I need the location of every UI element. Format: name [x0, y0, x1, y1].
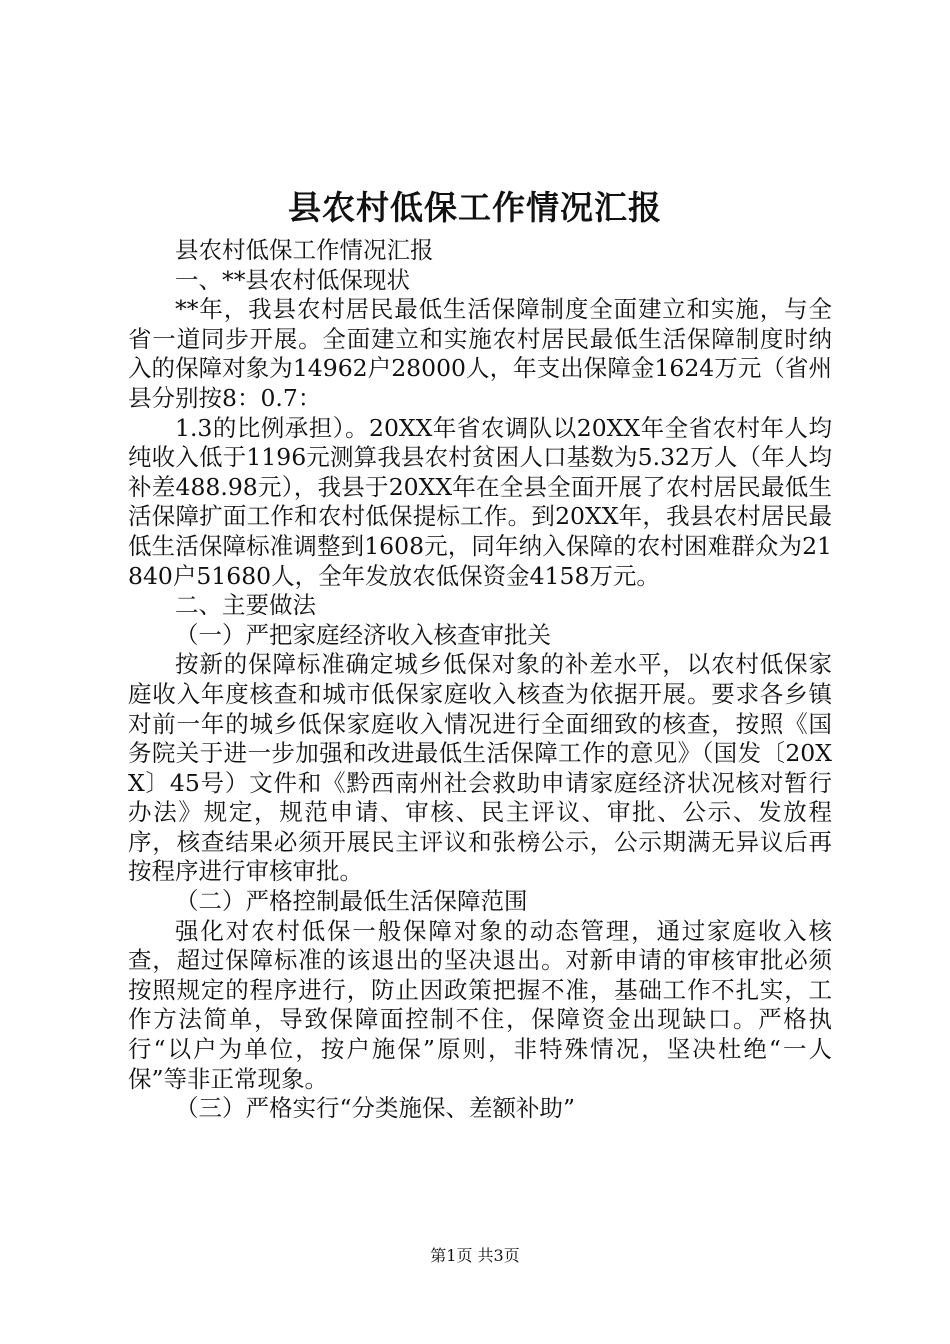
section-heading-2: 二、主要做法	[175, 591, 316, 620]
subsection-heading-3: （三）严格实行“分类施保、差额补助”	[175, 1094, 576, 1123]
paragraph-scope-control: 强化对农村低保一般保障对象的动态管理，通过家庭收入核查，超过保障标准的该退出的坚决退出。对新申请的审核审批必须按照规定的程序进行，防止因政策把握不准，基础工作不扎实，工作方法简单，导致保障面控制不住，保障资金出现缺口。严格执行“以户为单位，按户施保”原则，非特殊情况，坚决杜绝“一人保”等非正常现象。	[128, 916, 832, 1093]
section-heading-1: 一、**县农村低保现状	[175, 265, 410, 294]
subsection-heading-2: （二）严格控制最低生活保障范围	[175, 887, 528, 916]
paragraph-subtitle: 县农村低保工作情况汇报	[175, 236, 434, 264]
paragraph-status-continued: 1.3的比例承担）。20XX年省农调队以20XX年全省农村年人均纯收入低于1196元测算我县农村贫困人口基数为5.32万人（年人均补差488.98元），我县于20XX年在全县全面开展了农村居民最低生活保障扩面工作和农村低保提标工作。到20XX年，我县农村居民最低生活保障标准调整到1608元，同年纳入保障的农村困难群众为21840户51680人，全年发放农低保资金4158万元。	[128, 413, 832, 590]
page-number: 第1页 共3页	[430, 1246, 520, 1265]
paragraph-income-check: 按新的保障标准确定城乡低保对象的补差水平，以农村低保家庭收入年度核查和城市低保家庭收入核查为依据开展。要求各乡镇对前一年的城乡低保家庭收入情况进行全面细致的核查，按照《国务院关于进一步加强和改进最低生活保障工作的意见》（国发〔20XX〕45号）文件和《黔西南州社会救助申请家庭经济状况核对暂行办法》规定，规范申请、审核、民主评议、审批、公示、发放程序，核查结果必须开展民主评议和张榜公示，公示期满无异议后再按程序进行审核审批。	[128, 650, 832, 886]
document-body	[128, 236, 832, 1124]
paragraph-status: **年，我县农村居民最低生活保障制度全面建立和实施，与全省一道同步开展。全面建立和实施农村居民最低生活保障制度时纳入的保障对象为14962户28000人，年支出保障金1624万元（省州县分别按8：0.7：	[128, 295, 832, 412]
subsection-heading-1: （一）严把家庭经济收入核查审批关	[175, 620, 551, 649]
document-title: 县农村低保工作情况汇报	[288, 188, 662, 227]
